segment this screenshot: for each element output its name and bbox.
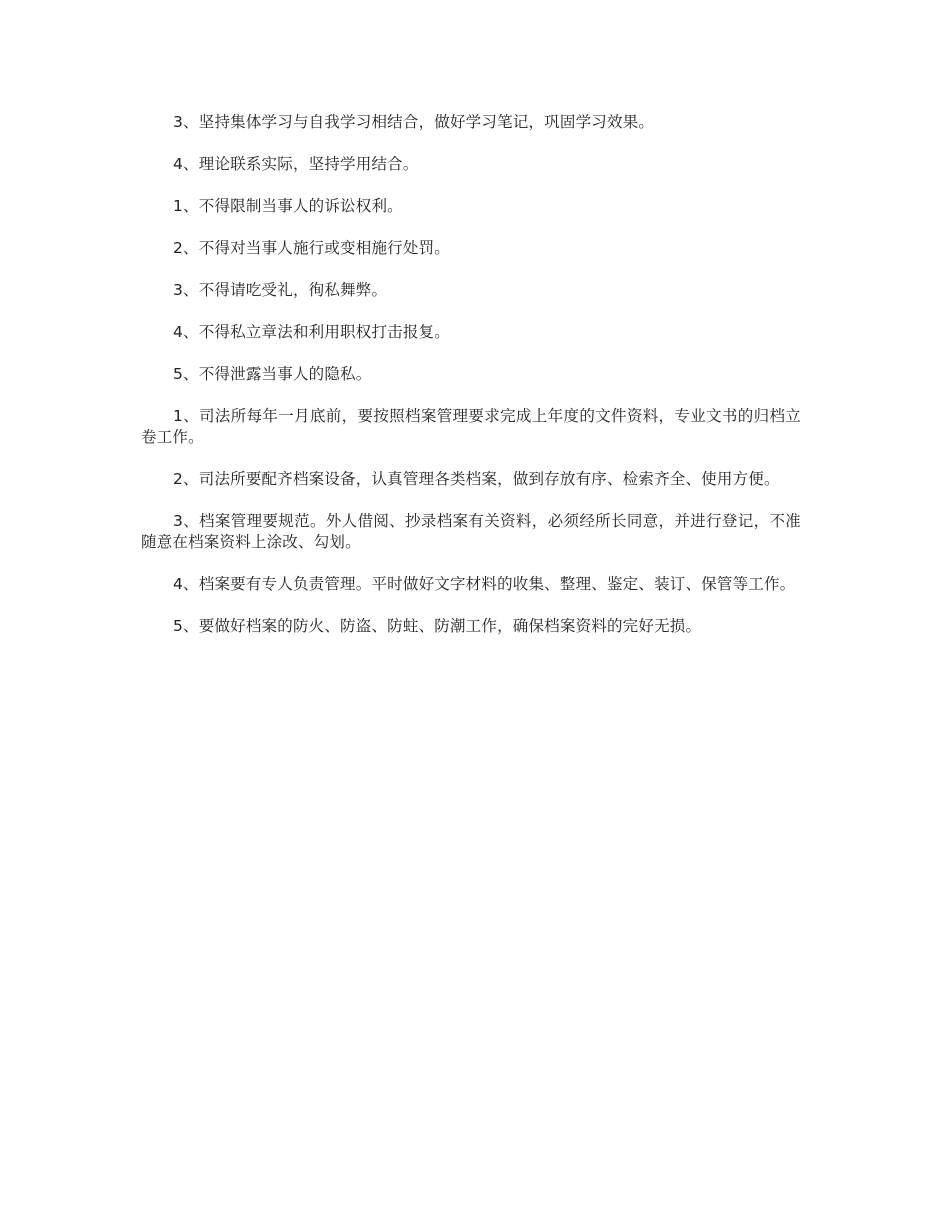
paragraph: 5、不得泄露当事人的隐私。: [173, 365, 372, 383]
paragraph: 3、坚持集体学习与自我学习相结合，做好学习笔记，巩固学习效果。: [173, 113, 655, 131]
paragraph: 2、不得对当事人施行或变相施行处罚。: [173, 239, 450, 257]
paragraph: 1、不得限制当事人的诉讼权利。: [173, 197, 403, 215]
paragraph: 1、司法所每年一月底前，要按照档案管理要求完成上年度的文件资料，专业文书的归档立卷工作。: [141, 407, 801, 446]
paragraph: 5、要做好档案的防火、防盗、防蛀、防潮工作，确保档案资料的完好无损。: [173, 617, 702, 635]
paragraph: 3、不得请吃受礼，徇私舞弊。: [173, 281, 388, 299]
paragraph: 2、司法所要配齐档案设备，认真管理各类档案，做到存放有序、检索齐全、使用方便。: [173, 470, 780, 488]
paragraph: 4、不得私立章法和利用职权打击报复。: [173, 323, 450, 341]
paragraph: 4、档案要有专人负责管理。平时做好文字材料的收集、整理、鉴定、装订、保管等工作。: [173, 575, 796, 593]
document-body: [141, 112, 801, 658]
paragraph: 3、档案管理要规范。外人借阅、抄录档案有关资料，必须经所长同意，并进行登记，不准随意在档案资料上涂改、勾划。: [141, 512, 801, 551]
paragraph: 4、理论联系实际，坚持学用结合。: [173, 155, 419, 173]
